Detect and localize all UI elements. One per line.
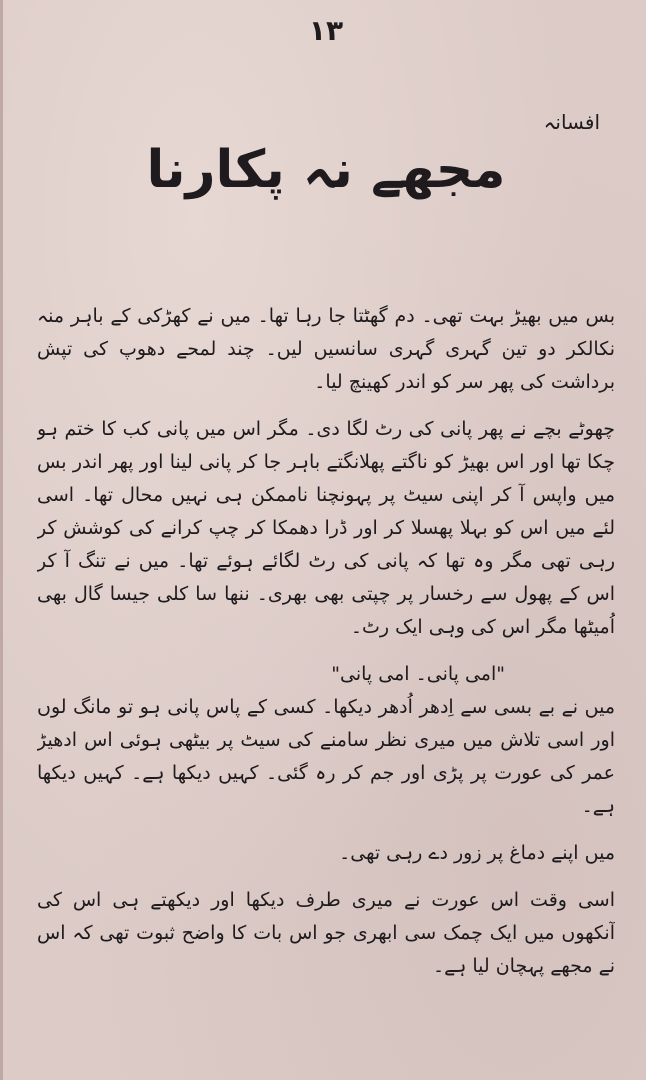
genre-label: افسانہ — [543, 110, 600, 134]
story-title: مجھے نہ پکارنا — [146, 140, 506, 200]
paragraph-2: چھوٹے بچے نے پھر پانی کی رٹ لگا دی۔ مگر اس میں پانی کب کا ختم ہو چکا تھا اور اس بھیڑ کو ناگتے پھلانگتے باہر جا کر پانی لینا اور پھر اندر بس میں واپس آ کر اپنی سیٹ پر پہونچنا ناممکن ہی نہیں محال تھا۔ اسی لئے میں اس کو بہلا پھسلا کر اور ڈرا دھمکا کر چپ کرانے کی کوشش کر رہی تھی مگر وہ تھا کہ پانی کی رٹ لگائے ہوئے تھا۔ میں نے تنگ آ کر اس کے پھول سے رخسار پر چپتی بھی بھری۔ ننھا سا کلی جیسا گال بھی اُمیٹھا مگر اس کی وہی ایک رٹ۔ — [37, 418, 615, 638]
paragraph-4: میں اپنے دماغ پر زور دے رہی تھی۔ — [339, 842, 615, 864]
story-body — [37, 300, 615, 1070]
paragraph-1: بس میں بھیڑ بہت تھی۔ دم گھٹتا جا رہا تھا۔ میں نے کھڑکی کے باہر منہ نکالکر دو تین گہری گہری سانسیں لیں۔ چند لمحے دھوپ کی تپش برداشت کی پھر سر کو اندر کھینچ لیا۔ — [37, 305, 615, 393]
paragraph-3: میں نے بے بسی سے اِدھر اُدھر دیکھا۔ کسی کے پاس پانی ہو تو مانگ لوں اور اسی تلاش میں میری نظر سامنے کی سیٹ پر بیٹھی ہوئی اس ادھیڑ عمر کی عورت پر پڑی اور جم کر رہ گئی۔ کہیں دیکھا ہے۔ کہیں دیکھا ہے۔ — [37, 696, 615, 817]
dialogue-line: "امی پانی۔ امی پانی" — [331, 663, 505, 685]
page-number: ١٣ — [308, 14, 344, 47]
paragraph-5: اسی وقت اس عورت نے میری طرف دیکھا اور دیکھتے ہی اس کی آنکھوں میں ایک چمک سی ابھری جو اس بات کا واضح ثبوت تھی کہ اس نے مجھے پہچان لیا ہے۔ — [37, 889, 615, 977]
